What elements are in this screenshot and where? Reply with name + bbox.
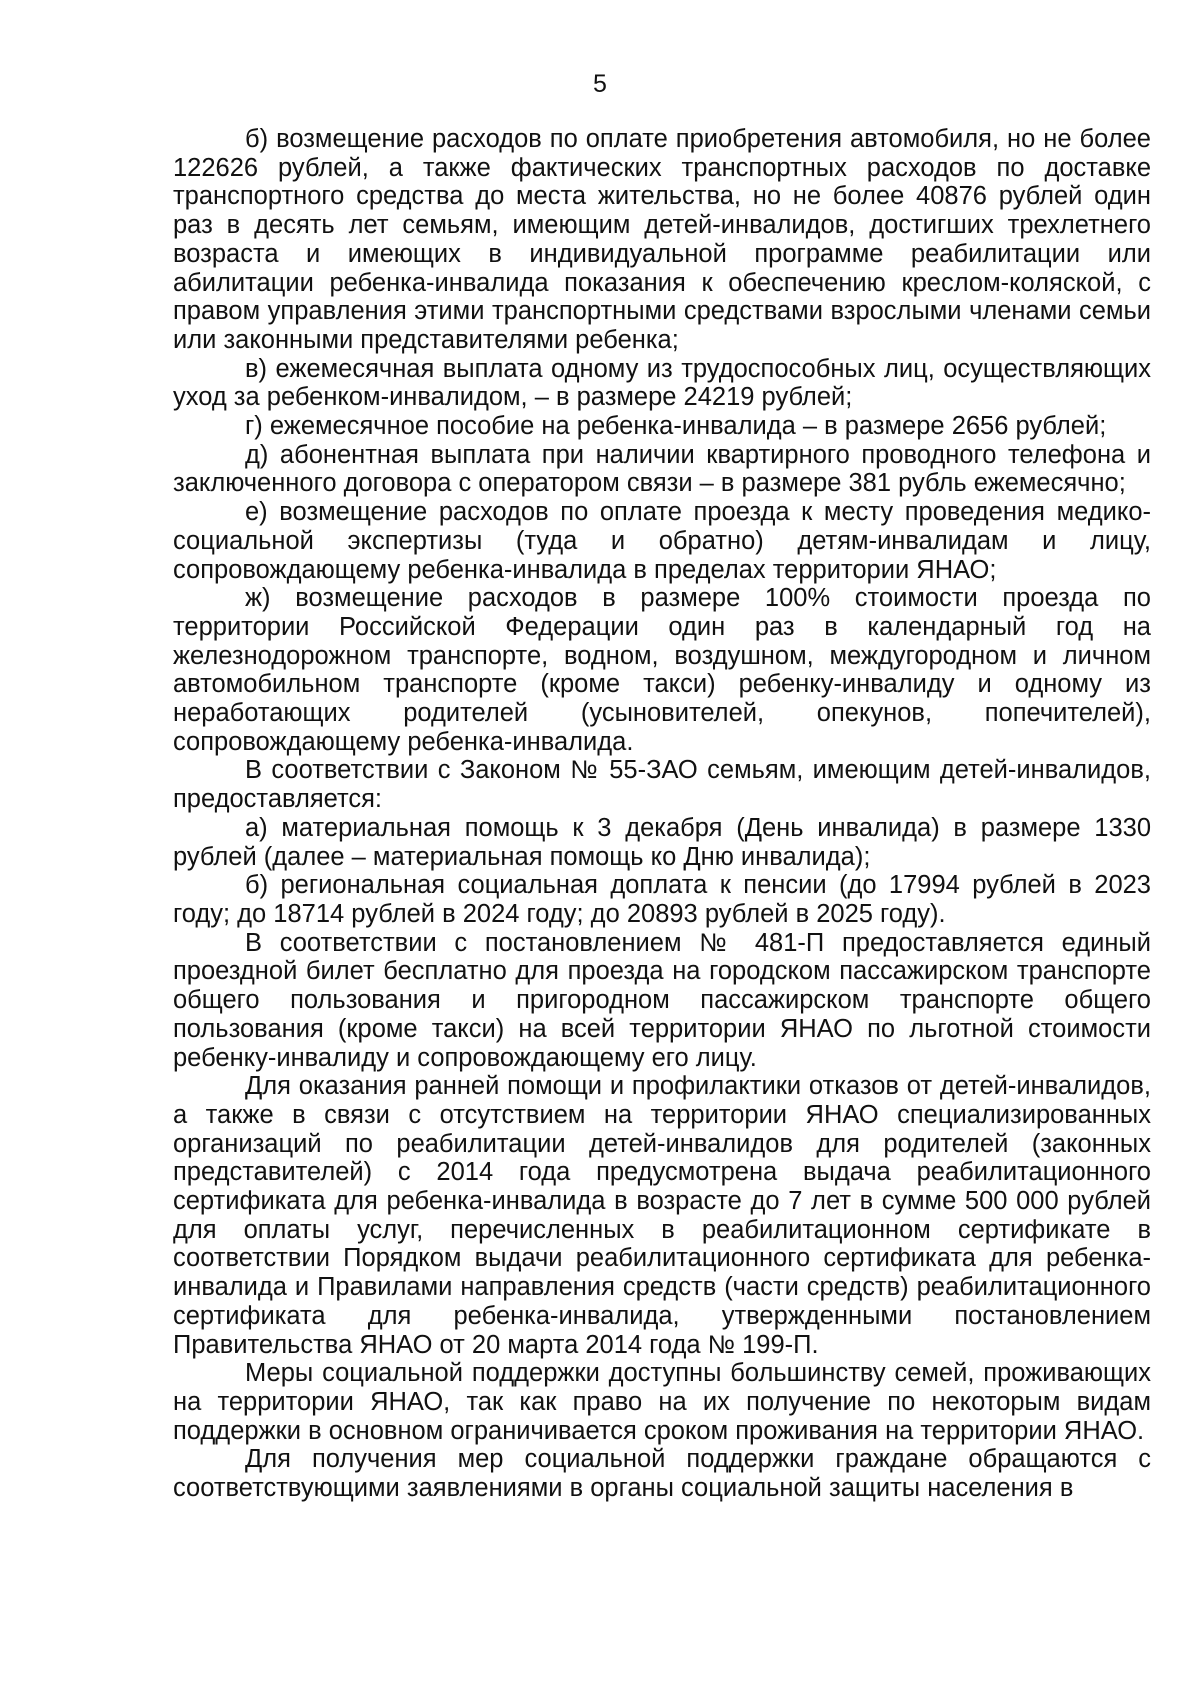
- paragraph-d-phone-payment: д) абонентная выплата при наличии квартирного проводного телефона и заключенного договора с оператором связи – в размере 381 рубль ежемесячно;: [173, 440, 1151, 498]
- paragraph-e-travel-expertise: е) возмещение расходов по оплате проезда к месту проведения медико-социальной экспертизы (туда и обратно) детям-инвалидам и лицу, сопровождающему ребенка-инвалида в пределах территории ЯНАО;: [173, 498, 1151, 584]
- paragraph-v-monthly-payment: в) ежемесячная выплата одному из трудоспособных лиц, осуществляющих уход за ребенком-инвалидом, – в размере 24219 рублей;: [173, 354, 1151, 412]
- paragraph-travel-ticket: В соответствии с постановлением № 481-П предоставляется единый проездной билет бесплатно для проезда на городском пассажирском транспорте общего пользования и пригородном пассажирском транспорте общего пользования (кроме такси) на всей территории ЯНАО по льготной стоимости ребенку-инвалиду и сопровождающему его лицу.: [173, 928, 1151, 1072]
- document-body: [173, 125, 1151, 1503]
- paragraph-b-car-compensation: б) возмещение расходов по оплате приобретения автомобиля, но не более 122626 рублей, а также фактических транспортных расходов по доставке транспортного средства до места жительства, но не более 40876 рублей один раз в десять лет семьям, имеющим детей-инвалидов, достигших трехлетнего возраста и имеющих в индивидуальной программе реабилитации или абилитации ребенка-инвалида показания к обеспечению креслом-коляской, с правом управления этими транспортными средствами взрослыми членами семьи или законными представителями ребенка;: [173, 125, 1151, 354]
- paragraph-g-monthly-allowance: г) ежемесячное пособие на ребенка-инвалида – в размере 2656 рублей;: [245, 412, 1107, 441]
- page-number: 5: [593, 70, 607, 98]
- paragraph-application: Для получения мер социальной поддержки граждане обращаются с соответствующими заявлениями в органы социальной защиты населения в: [173, 1445, 1151, 1503]
- paragraph-support-availability: Меры социальной поддержки доступны большинству семей, проживающих на территории ЯНАО, так как право на их получение по некоторым видам поддержки в основном ограничивается сроком проживания на территории ЯНАО.: [173, 1359, 1151, 1445]
- paragraph-rehab-certificate: Для оказания ранней помощи и профилактики отказов от детей-инвалидов, а также в связи с отсутствием на территории ЯНАО специализированных организаций по реабилитации детей-инвалидов для родителей (законных представителей) с 2014 года предусмотрена выдача реабилитационного сертификата для ребенка-инвалида в возрасте до 7 лет в сумме 500 000 рублей для оплаты услуг, перечисленных в реабилитационном сертификате в соответствии Порядком выдачи реабилитационного сертификата для ребенка-инвалида и Правилами направления средств (части средств) реабилитационного сертификата для ребенка-инвалида, утвержденными постановлением Правительства ЯНАО от 20 марта 2014 года № 199-П.: [173, 1072, 1151, 1359]
- paragraph-a-material-aid: а) материальная помощь к 3 декабря (День инвалида) в размере 1330 рублей (далее – материальная помощь ко Дню инвалида);: [173, 813, 1151, 871]
- paragraph-zh-travel-compensation: ж) возмещение расходов в размере 100% стоимости проезда по территории Российской Федерации один раз в календарный год на железнодорожном транспорте, водном, воздушном, междугородном и личном автомобильном транспорте (кроме такси) ребенку-инвалиду и одному из неработающих родителей (усыновителей, опекунов, попечителей), сопровождающему ребенка-инвалида.: [173, 584, 1151, 756]
- paragraph-b-pension-supplement: б) региональная социальная доплата к пенсии (до 17994 рублей в 2023 году; до 18714 рублей в 2024 году; до 20893 рублей в 2025 году).: [173, 871, 1151, 928]
- paragraph-law-55-zao: В соответствии с Законом № 55-ЗАО семьям, имеющим детей-инвалидов, предоставляется:: [173, 756, 1151, 814]
